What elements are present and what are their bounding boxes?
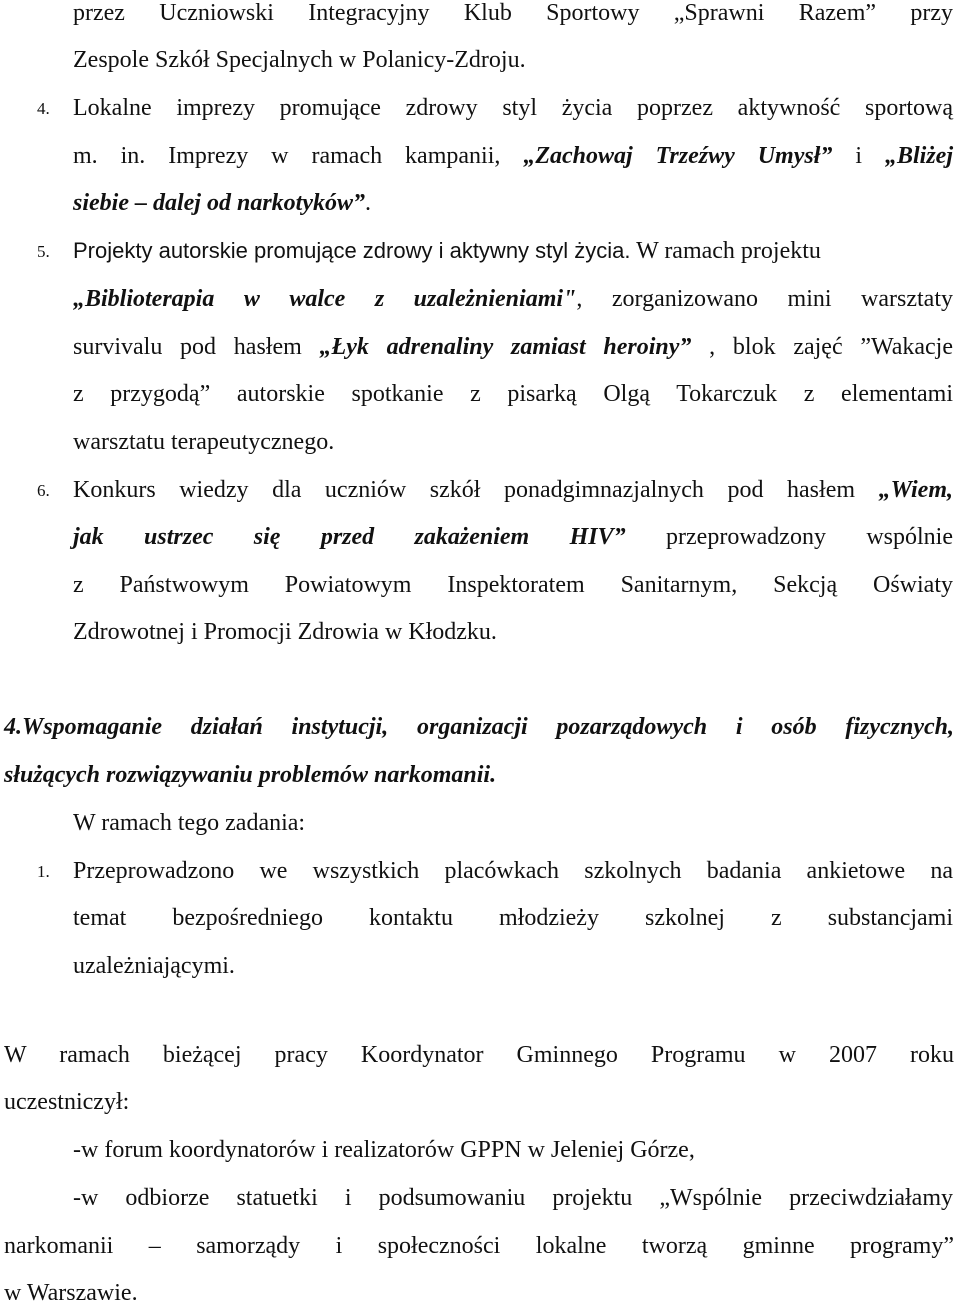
- contest-title-start: „Wiem,: [878, 477, 953, 503]
- club-line-2: Zespole Szkół Specjalnych w Polanicy-Zdroju.: [73, 47, 526, 73]
- item-5-line-2: [73, 279, 953, 319]
- item-5-block-text: , blok zajęć ”Wakacje: [691, 334, 953, 360]
- closing-line-1: W ramach bieżącej pracy Koordynator Gminnego Programu w 2007 roku: [4, 1042, 954, 1068]
- item-5-title: Projekty autorskie promujące zdrowy i aktywny styl życia.: [73, 238, 631, 263]
- closing-line-2: uczestniczył:: [4, 1089, 130, 1115]
- item-6-conducted: przeprowadzony wspólnie: [625, 524, 954, 550]
- section-4-heading-line-2: służących rozwiązywaniu problemów narkomanii.: [4, 762, 497, 788]
- item-4-number: 4.: [37, 99, 50, 118]
- item-4-line-2: [73, 136, 953, 176]
- item-6-line-2: [73, 517, 953, 557]
- section-4-heading-line-1: 4.Wspomaganie działań instytucji, organizacji pozarządowych i osób fizycznych,: [4, 714, 954, 740]
- item-4-line-1: Lokalne imprezy promujące zdrowy styl życia poprzez aktywność sportową: [73, 95, 953, 121]
- section-4-intro: W ramach tego zadania:: [73, 810, 306, 836]
- item-6-line-4: Zdrowotnej i Promocji Zdrowia w Kłodzku.: [73, 619, 497, 645]
- item-5-intro: W ramach projektu: [630, 238, 821, 264]
- item-5-text: , zorganizowano mini warsztaty: [576, 286, 953, 312]
- item-6-text: Konkurs wiedzy dla uczniów szkół ponadgimnazjalnych pod hasłem: [73, 477, 879, 503]
- club-line-1: przez Uczniowski Integracyjny Klub Sportowy „Sprawni Razem” przy: [73, 0, 953, 26]
- item-4-text: m. in. Imprezy w ramach kampanii,: [73, 143, 524, 169]
- item-4-line-3: [73, 183, 953, 223]
- slogan-title: „Łyk adrenaliny zamiast heroiny”: [319, 334, 692, 360]
- item-5-number: 5.: [37, 242, 50, 261]
- contest-title-end: jak ustrzec się przed zakażeniem HIV”: [73, 524, 626, 550]
- item-5-line-5: warsztatu terapeutycznego.: [73, 429, 335, 455]
- item-4-period: .: [364, 190, 371, 216]
- item-6-number: 6.: [37, 481, 50, 500]
- item-6-line-3: z Państwowym Powiatowym Inspektoratem Sanitarnym, Sekcją Oświaty: [73, 572, 953, 598]
- item-4-conjunction: i: [832, 143, 885, 169]
- section-4-item-1-line-1: Przeprowadzono we wszystkich placówkach szkolnych badania ankietowe na: [73, 858, 953, 884]
- item-5-line-4: z przygodą” autorskie spotkanie z pisarką Olgą Tokarczuk z elementami: [73, 381, 953, 407]
- project-title: „Biblioterapia w walce z uzależnieniami": [73, 286, 577, 312]
- closing-line-5: narkomanii – samorządy i społeczności lokalne tworzą gminne programy”: [4, 1233, 954, 1259]
- campaign-title-2-start: „Bliżej: [884, 143, 953, 169]
- item-5-line-3: [73, 327, 953, 367]
- closing-line-6: w Warszawie.: [4, 1280, 138, 1306]
- item-5-line-1: [73, 231, 953, 271]
- item-6-line-1: [73, 470, 953, 510]
- section-4-item-1-number: 1.: [37, 862, 50, 881]
- item-5-survival-text: survivalu pod hasłem: [73, 334, 320, 360]
- section-4-item-1-line-3: uzależniającymi.: [73, 953, 235, 979]
- section-4-item-1-line-2: temat bezpośredniego kontaktu młodzieży szkolnej z substancjami: [73, 905, 953, 931]
- closing-bullet-2: -w odbiorze statuetki i podsumowaniu projektu „Wspólnie przeciwdziałamy: [73, 1185, 953, 1211]
- closing-bullet-1: -w forum koordynatorów i realizatorów GPPN w Jeleniej Górze,: [73, 1137, 695, 1163]
- campaign-title-1: „Zachowaj Trzeźwy Umysł”: [523, 143, 833, 169]
- campaign-title-2-end: siebie – dalej od narkotyków”: [73, 190, 365, 216]
